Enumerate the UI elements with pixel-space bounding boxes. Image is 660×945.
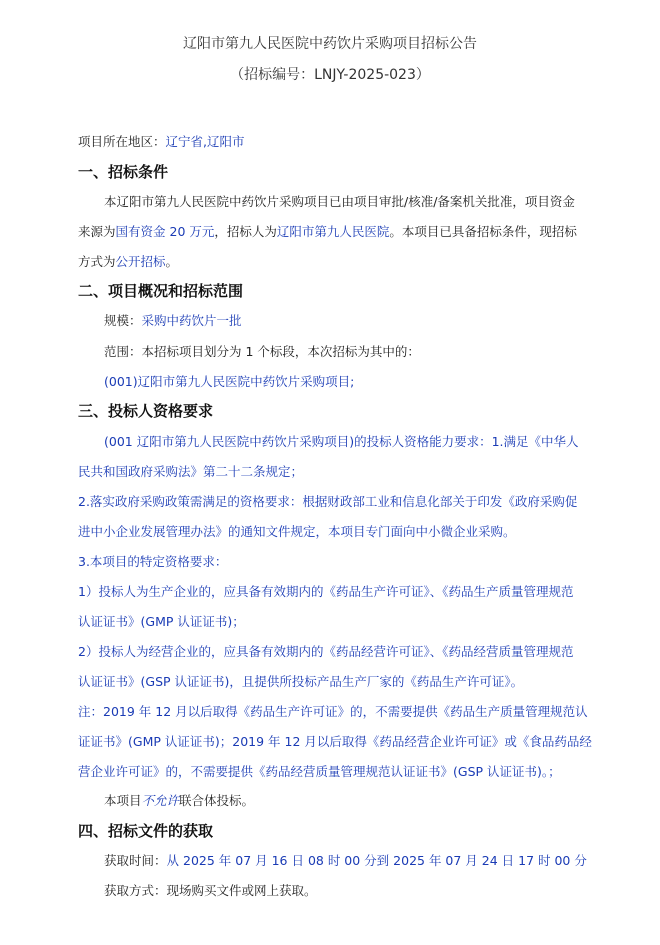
s1-line-1: 本辽阳市第九人民医院中药饮片采购项目已由项目审批/核准/备案机关批准，项目资金 (104, 194, 575, 209)
note-line-2: 证证书》(GMP 认证证书)；2019 年 12 月以后取得《药品经营企业许可证》或《食品药品经 (78, 734, 592, 749)
req-5-line-2: 认证证书》(GSP 认证证书)，且提供所投标产品生产厂家的《药品生产许可证》。 (78, 674, 524, 689)
req-5-line-1: 2）投标人为经营企业的，应具备有效期内的《药品经营许可证》、《药品经营质量管理规范 (78, 644, 574, 659)
section-1-heading: 一、招标条件 (78, 163, 169, 181)
scale-label: 规模： (104, 313, 142, 328)
section-1-body (78, 187, 633, 277)
project-region (78, 132, 630, 152)
scale-value: 采购中药饮片一批 (141, 313, 242, 328)
region-label: 项目所在地区： (78, 134, 166, 149)
req-1-line-1: (001 辽阳市第九人民医院中药饮片采购项目)的投标人资格能力要求：1.满足《中华人 (104, 434, 579, 449)
req-1-line-2: 民共和国政府采购法》第二十二条规定； (78, 464, 304, 479)
tenderer-name: 辽阳市第九人民医院 (276, 224, 390, 239)
acquire-method-line: 获取方式：现场购买文件或网上获取。 (104, 883, 317, 898)
req-4-line-2: 认证证书》(GMP 认证证书)； (78, 614, 245, 629)
section-3-heading: 三、投标人资格要求 (78, 402, 214, 420)
acquire-time-line (104, 851, 656, 871)
fund-source: 国有资金 20 万元 (115, 224, 215, 239)
section-2-heading: 二、项目概况和招标范围 (78, 282, 244, 300)
s1-line-2: 来源为国有资金 20 万元，招标人为辽阳市第九人民医院。本项目已具备招标条件，现招标 (78, 224, 577, 239)
page-title: 辽阳市第九人民医院中药饮片采购项目招标公告 (183, 36, 477, 52)
note-line-1: 注：2019 年 12 月以后取得《药品生产许可证》的，不需要提供《药品生产质量管理规范认 (78, 704, 588, 719)
tender-method: 公开招标 (115, 254, 166, 269)
scale-line (104, 311, 656, 331)
region-value: 辽宁省,辽阳市 (165, 134, 245, 149)
req-2-line-2: 进中小企业发展管理办法》的通知文件规定，本项目专门面向中小微企业采购。 (78, 524, 516, 539)
req-4-line-1: 1）投标人为生产企业的，应具备有效期内的《药品生产许可证》、《药品生产质量管理规范 (78, 584, 574, 599)
section-3-body (78, 427, 633, 787)
s1-line-3: 方式为公开招标。 (78, 254, 179, 269)
lot-line: (001)辽阳市第九人民医院中药饮片采购项目; (104, 374, 355, 389)
tender-code: （招标编号：LNJY-2025-023） (230, 67, 430, 83)
acquire-time-value: 从 2025 年 07 月 16 日 08 时 00 分到 2025 年 07 月 24 日 17 时 00 分 (166, 853, 587, 868)
req-3-line: 3.本项目的特定资格要求： (78, 554, 228, 569)
acquire-time-label: 获取时间： (104, 853, 167, 868)
note-line-3: 营企业许可证》的，不需要提供《药品经营质量管理规范认证证书》(GSP 认证证书)。； (78, 764, 561, 779)
section-4-heading: 四、招标文件的获取 (78, 822, 214, 840)
consortium-value: 不允许 (141, 793, 180, 808)
range-line: 范围：本招标项目划分为 1 个标段，本次招标为其中的： (104, 344, 420, 359)
consortium-line: 本项目不允许联合体投标。 (104, 793, 255, 808)
req-2-line-1: 2.落实政府采购政策需满足的资格要求：根据财政部工业和信息化部关于印发《政府采购促 (78, 494, 578, 509)
